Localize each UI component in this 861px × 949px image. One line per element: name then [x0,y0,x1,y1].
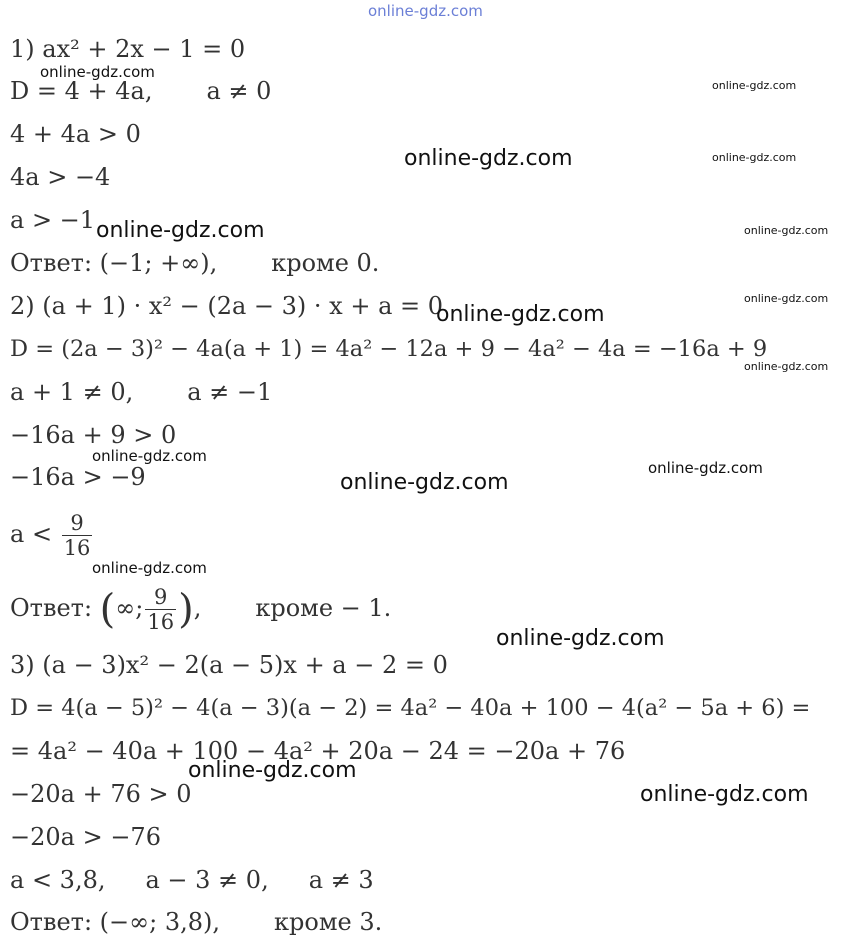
p2-fraction [62,511,93,560]
p2-condition-1: a + 1 ≠ 0, [10,378,134,406]
p2-fraction-denominator: 16 [63,536,91,560]
p2-step-3 [10,504,94,564]
p3-step-1: −20a + 76 > 0 [10,780,192,808]
p1-step-3: a > −1 [10,206,96,234]
p3-step-3-line [10,865,374,895]
watermark: online-gdz.com [96,218,265,243]
p2-answer-label: Ответ: [10,594,93,622]
p2-answer-fraction-denominator: 16 [147,610,175,634]
watermark: online-gdz.com [744,224,829,237]
watermark: online-gdz.com [496,626,665,651]
p1-answer: Ответ: (−1; +∞), [10,249,218,277]
p2-answer-open-paren: ( [99,586,116,633]
watermark: online-gdz.com [744,292,829,305]
p3-step-3a: a < 3,8, [10,866,106,894]
watermark: online-gdz.com [648,459,763,477]
watermark: online-gdz.com [188,758,357,783]
p2-condition-line [10,377,272,407]
p2-step-3-lhs: a < [10,520,53,548]
p1-step-2: 4a > −4 [10,163,111,191]
p2-answer-interval-start: ∞; [115,594,144,622]
watermark: online-gdz.com [340,470,509,495]
p3-answer: Ответ: (−∞; 3,8), [10,908,220,936]
watermark: online-gdz.com [712,151,797,164]
p2-discriminant: D = (2a − 3)² − 4a(a + 1) = 4a² − 12a + 9 − 4a² − 4a = −16a + 9 [10,336,768,362]
watermark: online-gdz.com [712,79,797,92]
watermark-top: online-gdz.com [368,2,483,20]
p1-answer-line [10,248,379,278]
watermark: online-gdz.com [404,146,573,171]
p2-answer-line: Ответ: (∞; $\frac{9}{16}$ ), кроме − 1. [10,578,391,638]
p3-discriminant-1: D = 4(a − 5)² − 4(a − 3)(a − 2) = 4a² − 40a + 100 − 4(a² − 5a + 6) = [10,695,811,721]
p2-except: кроме − 1. [255,594,392,622]
p2-answer-fraction-numerator: 9 [154,585,168,609]
p1-condition: a ≠ 0 [206,77,272,105]
p2-step-1: −16a + 9 > 0 [10,421,177,449]
p1-equation: 1) ax² + 2x − 1 = 0 [10,35,246,63]
p3-step-3c: a ≠ 3 [308,866,374,894]
p1-step-1: 4 + 4a > 0 [10,120,141,148]
watermark: online-gdz.com [40,63,155,81]
p3-step-3b: a − 3 ≠ 0, [145,866,269,894]
p2-answer-fraction [145,585,176,634]
watermark: online-gdz.com [744,360,829,373]
p1-except: кроме 0. [271,249,380,277]
p3-equation: 3) (a − 3)x² − 2(a − 5)x + a − 2 = 0 [10,651,448,679]
p2-condition-2: a ≠ −1 [187,378,273,406]
watermark: online-gdz.com [640,782,809,807]
p1-discriminant: D = 4 + 4a, [10,77,153,105]
watermark: online-gdz.com [92,447,207,465]
p2-step-2: −16a > −9 [10,463,146,491]
p2-answer-close-paren: ) [178,586,194,633]
p3-except: кроме 3. [274,908,383,936]
watermark: online-gdz.com [436,302,605,327]
p2-equation: 2) (a + 1) · x² − (2a − 3) · x + a = 0 [10,292,444,320]
watermark: online-gdz.com [92,559,207,577]
p3-discriminant-2: = 4a² − 40a + 100 − 4a² + 20a − 24 = −20a + 76 [10,737,626,765]
p3-answer-line [10,907,382,937]
p3-step-2: −20a > −76 [10,823,161,851]
p2-fraction-numerator: 9 [70,511,84,535]
